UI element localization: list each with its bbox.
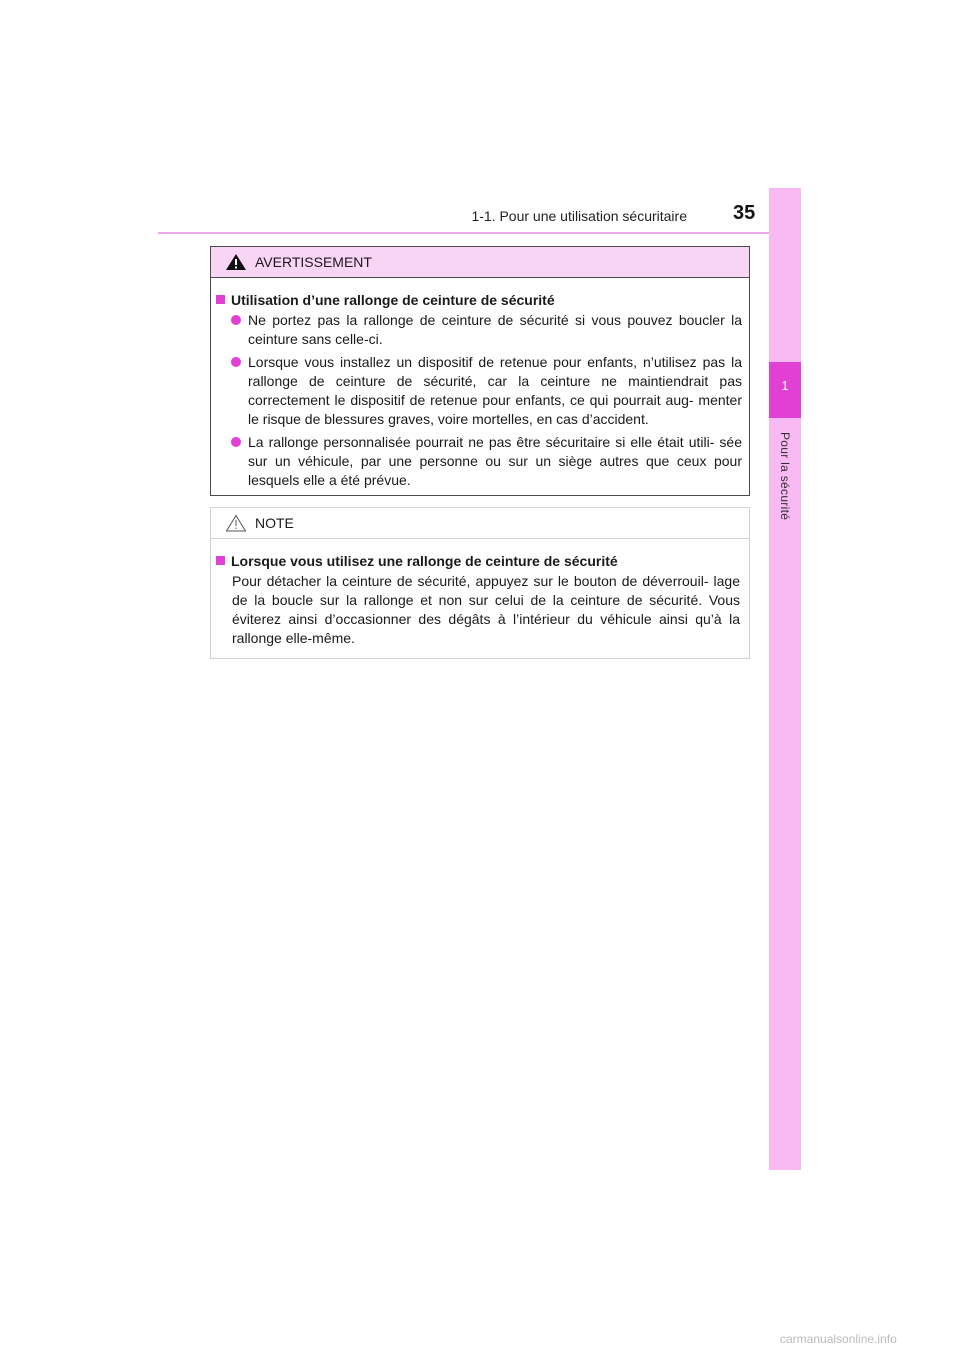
chapter-number: 1 xyxy=(781,378,789,393)
bullet-text: Ne portez pas la rallonge de ceinture de sécurité si vous pouvez boucler la ceinture sans celle-ci. xyxy=(248,312,742,347)
note-title xyxy=(215,551,742,571)
warning-title xyxy=(215,290,742,310)
dot-bullet-icon xyxy=(231,315,241,325)
page-number: 35 xyxy=(733,202,756,224)
note-header xyxy=(211,508,749,539)
warning-triangle-icon xyxy=(225,253,247,271)
header-rule xyxy=(158,232,800,234)
note-title-text: Lorsque vous utilisez une rallonge de ceinture de sécurité xyxy=(231,553,618,569)
chapter-title: Pour la sécurité xyxy=(778,432,792,521)
dot-bullet-icon xyxy=(231,437,241,447)
bullet-text: Lorsque vous installez un dispositif de retenue pour enfants, n’utilisez pas la rallonge de ceinture de sécurité, car la ceinture ne maintiendrait pas correctement le dispositif de retenue pour enfants, ce qui pourrait aug- menter le risque de blessures graves, voire mortelles, en cas d’accident. xyxy=(248,354,742,427)
section-header: 1-1. Pour une utilisation sécuritaire xyxy=(471,208,687,224)
watermark: carmanualsonline.info xyxy=(780,1332,897,1346)
caution-triangle-icon xyxy=(225,514,247,532)
list-item xyxy=(215,433,742,490)
side-tab xyxy=(769,188,801,1170)
square-bullet-icon xyxy=(216,295,225,304)
warning-box xyxy=(210,246,750,496)
list-item xyxy=(215,353,742,429)
note-label: NOTE xyxy=(255,515,294,531)
warning-title-text: Utilisation d’une rallonge de ceinture de sécurité xyxy=(231,292,555,308)
warning-header xyxy=(211,247,749,278)
bullet-text: La rallonge personnalisée pourrait ne pas être sécuritaire si elle était utili- sée sur un véhicule, par une personne ou sur un siège autres que ceux pour lesquels elle a été prévue. xyxy=(248,434,742,488)
warning-label: AVERTISSEMENT xyxy=(255,254,372,270)
square-bullet-icon xyxy=(216,556,225,565)
note-box xyxy=(210,507,750,659)
list-item xyxy=(215,311,742,349)
dot-bullet-icon xyxy=(231,357,241,367)
note-body: Pour détacher la ceinture de sécurité, appuyez sur le bouton de déverrouil- lage de la boucle sur la rallonge et non sur celui de la ceinture de sécurité. Vous éviterez ainsi d’occasionner des dégâts à l’intérieur du véhicule ainsi qu’à la rallonge elle-même. xyxy=(232,573,740,646)
